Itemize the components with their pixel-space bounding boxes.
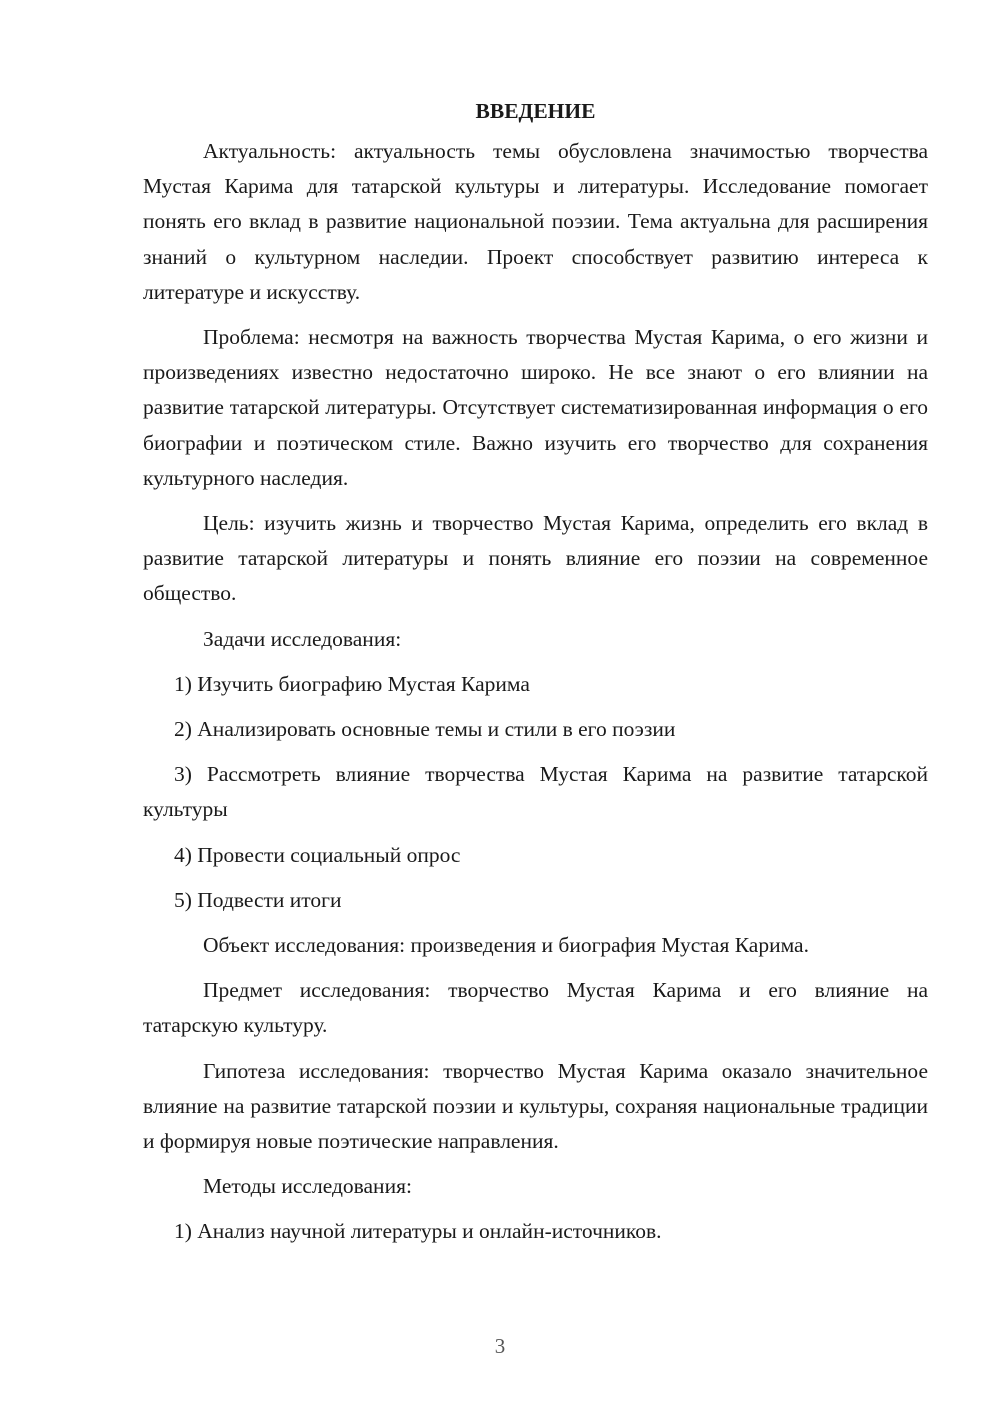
paragraph-subject: Предмет исследования: творчество Мустая Карима и его влияние на татарскую культуру.: [143, 978, 928, 1038]
page-number: 3: [494, 1334, 506, 1358]
list-item-task-3: 3) Рассмотреть влияние творчества Мустая Карима на развитие татарской культуры: [143, 762, 928, 822]
paragraph-hypothesis: Гипотеза исследования: творчество Мустая Карима оказало значительное влияние на развитие татарской поэзии и культуры, сохраняя национальные традиции и формируя новые поэтические направления.: [143, 1058, 928, 1154]
paragraph-tasks-heading: Задачи исследования:: [203, 626, 402, 651]
list-item-method-1: 1) Анализ научной литературы и онлайн-источников.: [174, 1219, 662, 1244]
paragraph-problem: Проблема: несмотря на важность творчества Мустая Карима, о его жизни и произведениях известно недостаточно широко. Не все знают о его влиянии на развитие татарской литературы. Отсутствует систематизированная информация о его биографии и поэтическом стиле. Важно изучить его творчество для сохранения культурного наследия.: [143, 325, 928, 490]
list-item-task-5: 5) Подвести итоги: [174, 887, 342, 912]
document-page: [143, 92, 928, 1250]
paragraph-goal: Цель: изучить жизнь и творчество Мустая Карима, определить его вклад в развитие татарской литературы и понять влияние его поэзии на современное общество.: [143, 511, 928, 606]
section-title: ВВЕДЕНИЕ: [475, 99, 596, 123]
list-item-task-1: 1) Изучить биографию Мустая Карима: [174, 671, 530, 696]
list-item-task-4: 4) Провести социальный опрос: [174, 842, 461, 867]
paragraph-methods-heading: Методы исследования:: [203, 1174, 412, 1199]
paragraph-object: Объект исследования: произведения и биография Мустая Карима.: [203, 933, 809, 958]
list-item-task-2: 2) Анализировать основные темы и стили в его поэзии: [174, 717, 676, 742]
paragraph-relevance: Актуальность: актуальность темы обусловлена значимостью творчества Мустая Карима для татарской культуры и литературы. Исследование помогает понять его вклад в развитие национальной поэзии. Тема актуальна для расширения знаний о культурном наследии. Проект способствует развитию интереса к литературе и искусству.: [143, 139, 928, 304]
